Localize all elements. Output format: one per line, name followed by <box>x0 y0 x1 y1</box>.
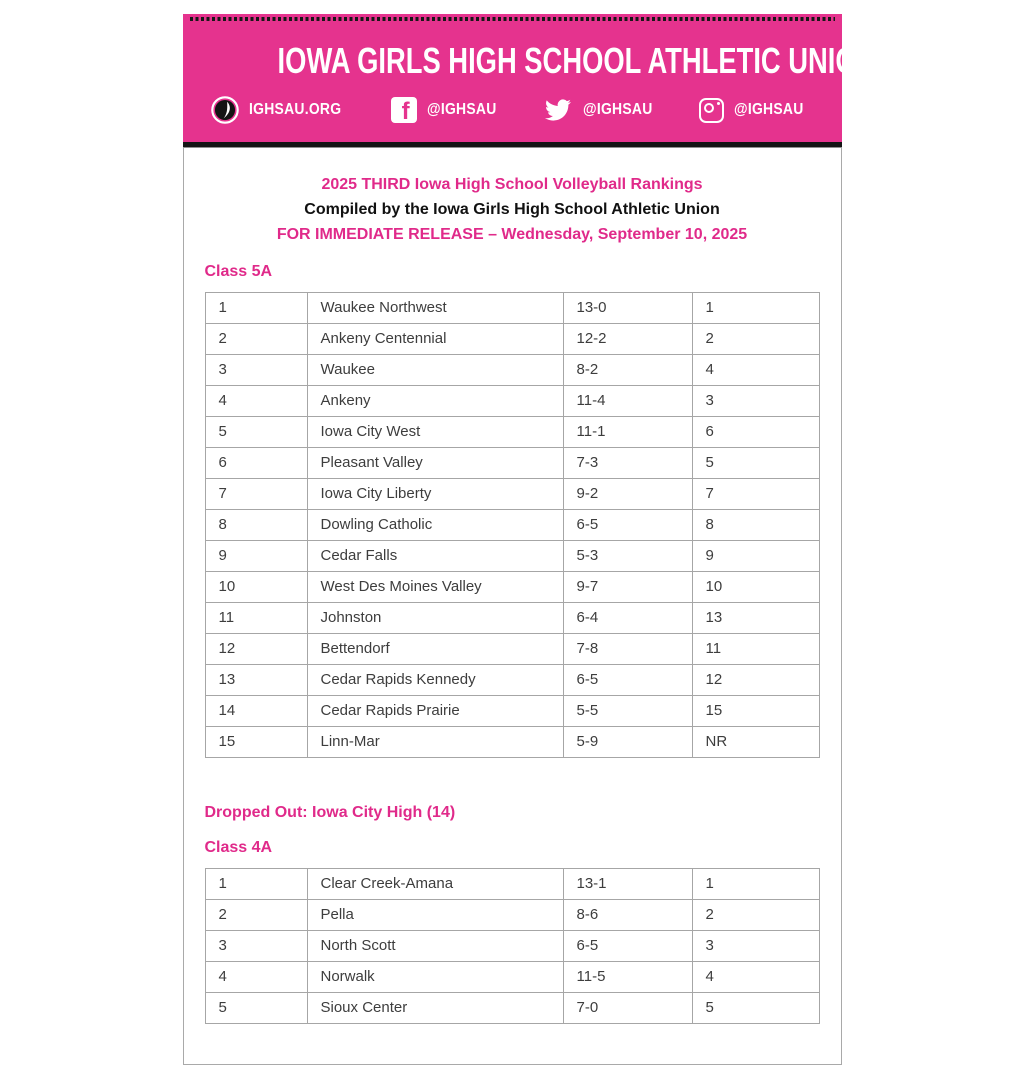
team-cell: Pleasant Valley <box>307 448 563 479</box>
team-cell: Cedar Falls <box>307 541 563 572</box>
record-cell: 5-5 <box>563 696 692 727</box>
record-cell: 13-1 <box>563 869 692 900</box>
record-cell: 7-3 <box>563 448 692 479</box>
team-cell: Waukee <box>307 355 563 386</box>
instagram-handle: @IGHSAU <box>733 101 804 118</box>
rank-cell: 12 <box>205 634 307 665</box>
previous-rank-cell: 4 <box>692 962 819 993</box>
team-cell: Sioux Center <box>307 993 563 1024</box>
rank-cell: 6 <box>205 448 307 479</box>
table-row <box>205 603 819 634</box>
record-cell: 6-5 <box>563 931 692 962</box>
team-cell: North Scott <box>307 931 563 962</box>
rank-cell: 4 <box>205 962 307 993</box>
team-cell: Dowling Catholic <box>307 510 563 541</box>
record-cell: 8-2 <box>563 355 692 386</box>
previous-rank-cell: 1 <box>692 869 819 900</box>
record-cell: 13-0 <box>563 293 692 324</box>
document-body <box>183 147 842 1065</box>
twitter-icon <box>543 97 573 123</box>
record-cell: 12-2 <box>563 324 692 355</box>
table-row <box>205 386 819 417</box>
team-cell: Linn-Mar <box>307 727 563 758</box>
rank-cell: 2 <box>205 324 307 355</box>
previous-rank-cell: 3 <box>692 386 819 417</box>
previous-rank-cell: 2 <box>692 900 819 931</box>
team-cell: Johnston <box>307 603 563 634</box>
team-cell: Ankeny <box>307 386 563 417</box>
table-row <box>205 931 819 962</box>
organization-title: IOWA GIRLS HIGH SCHOOL ATHLETIC UNION <box>277 40 876 81</box>
table-row <box>205 962 819 993</box>
team-cell: Bettendorf <box>307 634 563 665</box>
rank-cell: 5 <box>205 417 307 448</box>
team-cell: Clear Creek-Amana <box>307 869 563 900</box>
table-row <box>205 324 819 355</box>
facebook-icon: f <box>391 97 417 123</box>
rank-cell: 11 <box>205 603 307 634</box>
record-cell: 9-7 <box>563 572 692 603</box>
record-cell: 6-4 <box>563 603 692 634</box>
previous-rank-cell: 13 <box>692 603 819 634</box>
team-cell: Cedar Rapids Kennedy <box>307 665 563 696</box>
team-cell: Ankeny Centennial <box>307 324 563 355</box>
rank-cell: 7 <box>205 479 307 510</box>
team-cell: Waukee Northwest <box>307 293 563 324</box>
team-cell: Pella <box>307 900 563 931</box>
table-row <box>205 900 819 931</box>
compiled-by-line: Compiled by the Iowa Girls High School Athletic Union <box>304 201 720 218</box>
twitter-handle: @IGHSAU <box>582 101 653 118</box>
record-cell: 7-8 <box>563 634 692 665</box>
table-row <box>205 727 819 758</box>
previous-rank-cell: 9 <box>692 541 819 572</box>
instagram-icon <box>699 98 724 123</box>
table-row <box>205 665 819 696</box>
table-row <box>205 696 819 727</box>
record-cell: 9-2 <box>563 479 692 510</box>
rank-cell: 5 <box>205 993 307 1024</box>
record-cell: 5-3 <box>563 541 692 572</box>
social-links-row <box>211 96 814 124</box>
previous-rank-cell: 8 <box>692 510 819 541</box>
previous-rank-cell: 2 <box>692 324 819 355</box>
table-row <box>205 541 819 572</box>
previous-rank-cell: 7 <box>692 479 819 510</box>
previous-rank-cell: 10 <box>692 572 819 603</box>
twitter-link[interactable] <box>543 97 663 123</box>
rank-cell: 15 <box>205 727 307 758</box>
previous-rank-cell: 1 <box>692 293 819 324</box>
rank-cell: 14 <box>205 696 307 727</box>
table-row <box>205 479 819 510</box>
ighsau-logo-icon <box>211 96 239 124</box>
record-cell: 8-6 <box>563 900 692 931</box>
table-row <box>205 572 819 603</box>
previous-rank-cell: 4 <box>692 355 819 386</box>
table-row <box>205 634 819 665</box>
table-row <box>205 355 819 386</box>
dotted-top-border <box>190 17 835 21</box>
press-release-page <box>183 0 876 1065</box>
record-cell: 6-5 <box>563 665 692 696</box>
dropped-out-note: Dropped Out: Iowa City High (14) <box>204 804 456 821</box>
rank-cell: 9 <box>205 541 307 572</box>
rank-cell: 13 <box>205 665 307 696</box>
record-cell: 11-4 <box>563 386 692 417</box>
previous-rank-cell: 3 <box>692 931 819 962</box>
previous-rank-cell: 5 <box>692 993 819 1024</box>
rank-cell: 1 <box>205 293 307 324</box>
previous-rank-cell: 15 <box>692 696 819 727</box>
record-cell: 11-1 <box>563 417 692 448</box>
class-4a-heading: Class 4A <box>204 839 273 856</box>
release-date-line: FOR IMMEDIATE RELEASE – Wednesday, September 10, 2025 <box>276 226 748 243</box>
previous-rank-cell: 5 <box>692 448 819 479</box>
rank-cell: 2 <box>205 900 307 931</box>
team-cell: Norwalk <box>307 962 563 993</box>
record-cell: 11-5 <box>563 962 692 993</box>
instagram-link[interactable] <box>699 98 814 123</box>
table-row <box>205 993 819 1024</box>
record-cell: 5-9 <box>563 727 692 758</box>
table-row <box>205 417 819 448</box>
team-cell: Iowa City West <box>307 417 563 448</box>
rank-cell: 4 <box>205 386 307 417</box>
record-cell: 6-5 <box>563 510 692 541</box>
header-banner <box>183 14 876 142</box>
release-title: 2025 THIRD Iowa High School Volleyball Rankings <box>321 176 703 193</box>
website-link[interactable] <box>211 96 355 124</box>
previous-rank-cell: 11 <box>692 634 819 665</box>
rankings-table-4a <box>205 868 820 1024</box>
rank-cell: 1 <box>205 869 307 900</box>
rank-cell: 3 <box>205 931 307 962</box>
previous-rank-cell: NR <box>692 727 819 758</box>
website-label: IGHSAU.ORG <box>248 101 341 118</box>
rank-cell: 3 <box>205 355 307 386</box>
previous-rank-cell: 6 <box>692 417 819 448</box>
facebook-link[interactable] <box>391 97 507 123</box>
rank-cell: 8 <box>205 510 307 541</box>
rankings-table-5a <box>205 292 820 758</box>
table-row <box>205 510 819 541</box>
table-row <box>205 448 819 479</box>
previous-rank-cell: 12 <box>692 665 819 696</box>
team-cell: Iowa City Liberty <box>307 479 563 510</box>
facebook-handle: @IGHSAU <box>426 101 497 118</box>
table-row <box>205 293 819 324</box>
table-row <box>205 869 819 900</box>
team-cell: West Des Moines Valley <box>307 572 563 603</box>
rank-cell: 10 <box>205 572 307 603</box>
class-5a-heading: Class 5A <box>204 263 273 280</box>
team-cell: Cedar Rapids Prairie <box>307 696 563 727</box>
record-cell: 7-0 <box>563 993 692 1024</box>
